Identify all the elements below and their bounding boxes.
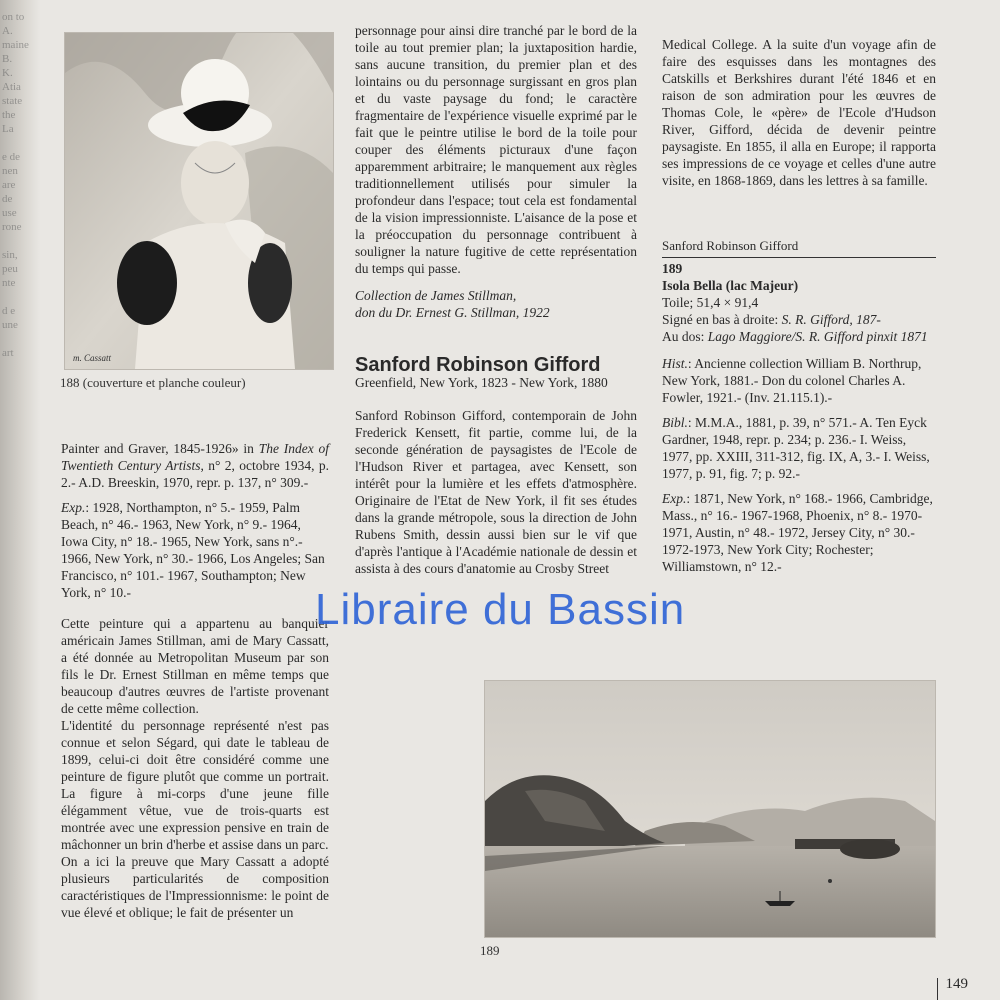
column-1 bbox=[61, 440, 329, 929]
artwork-title: Isola Bella (lac Majeur) bbox=[662, 278, 799, 293]
artwork-verso: Au dos: Lago Maggiore/S. R. Gifford pinxit 1871 bbox=[662, 329, 928, 344]
painting-signature: m. Cassatt bbox=[73, 353, 112, 363]
figure-188-painting bbox=[64, 32, 334, 370]
figure-189-caption: 189 bbox=[480, 943, 500, 958]
figure-189-painting bbox=[484, 680, 936, 938]
column-3 bbox=[662, 36, 936, 583]
page-number: 149 bbox=[945, 976, 968, 992]
collection-credit: Collection de James Stillman, don du Dr. Ernest G. Stillman, 1922 bbox=[355, 288, 550, 320]
exhibitions-189: Exp.: 1871, New York, n° 168.- 1966, Cambridge, Mass., n° 16.- 1967-1968, Phoenix, n° 8.- 1970-1971, Austin, n° 48.- 1972, Jersey City, n° 30.- 1972-1973, New York City; Rochester; Williamstown, n° 12.- bbox=[662, 491, 933, 574]
artist-dates: Greenfield, New York, 1823 - New York, 1880 bbox=[355, 375, 608, 390]
paragraph: Cette peinture qui a appartenu au banquier américain James Stillman, ami de Mary Cassatt, a été donnée au Metropolitan Museum par son fils le Dr. Ernest Stillman en même temps que beaucoup d'autres œuvres de l'artiste provenant de cette même collection. bbox=[61, 616, 329, 716]
artist-heading: Sanford Robinson Gifford bbox=[355, 354, 601, 376]
paragraph: L'identité du personnage représenté n'est pas connue et selon Ségard, qui date le tableau de 1899, celui-ci doit être considéré comme une peinture de figure plutôt que comme un portrait. La figure à mi-corps d'une jeune fille élégamment vêtue, vue de trois-quarts est montrée avec une expression pensive en train de mâchonner un brin d'herbe et assise dans un parc. bbox=[61, 718, 329, 852]
bibliography-continuation: Painter and Graver, 1845-1926» in The Index of Twentieth Century Artists, n° 2, octobre 1934, p. 2.- A.D. Breeskin, 1970, repr. p. 137, n° 309.- bbox=[61, 441, 329, 490]
gutter-bleed-text: on to A. maine B. K. Atia state the La e de nen are de use rone sin, peu nte d e une art bbox=[2, 11, 29, 359]
artist-biography: Sanford Robinson Gifford, contemporain de John Frederick Kensett, fit partie, comme lui, de la seconde génération de paysagistes de l'Ecole de l'Hudson River et partagea, avec Kensett, son intérêt pour la lumière et les effets d'atmosphère. Originaire de l'Etat de New York, il fit ses études dans la grande métropole, sous la direction de John Rubens Smith, dessin aussi bien sur le vif que d'après l'antique à l'Académie nationale de dessin et assista à des cours d'anatomie au Crosby Street bbox=[355, 408, 637, 576]
entry-divider bbox=[662, 257, 936, 258]
biography-continuation: Medical College. A la suite d'un voyage afin de faire des esquisses dans les montagnes des Catskills et Berkshires durant l'été 1846 et en raison de son admiration pour les œuvres de Thomas Cole, le «père» de l'Ecole d'Hudson River, Gifford, décida de devenir peintre paysagiste. En 1855, il alla en Europe; il rapporta ses impressions de ce voyage et celles d'une autre visite, en 1868-1869, dans les lettres à sa famille. bbox=[662, 37, 936, 188]
paragraph: personnage pour ainsi dire tranché par le bord de la toile au tout premier plan; la juxtaposition hardie, sans aucune transition, du premier plan et des lointains ou du personnage surgissant en gros plan et du vaste paysage du fond; le caractère fragmentaire de l'expérience visuelle exprimé par le fait que le peintre utilise le bord de la toile pour couper des éléments picturaux d'une façon apparemment arbitraire; le manquement aux règles traditionnellement utilisés pour simuler la profondeur dans l'espace; tout cela est fondamental de la vision impressionniste. L'aisance de la pose et la préoccupation du personnage contribuent à souligner la nature fugitive de cette représentation du temps qui passe. bbox=[355, 23, 637, 276]
bibliography-189: Bibl.: M.M.A., 1881, p. 39, n° 571.- A. Ten Eyck Gardner, 1948, repr. p. 234; p. 236.- I. Weiss, 1977, pp. XXIII, 311-312, fig. IX, A, 3.- I. Weiss, 1977, p. 91, fig. 7; p. 92.- bbox=[662, 415, 930, 481]
figure-188-caption: 188 (couverture et planche couleur) bbox=[60, 375, 246, 390]
entry-artist-label: Sanford Robinson Gifford bbox=[662, 238, 799, 253]
watermark-text: Libraire du Bassin bbox=[315, 585, 686, 634]
artwork-medium: Toile; 51,4 × 91,4 bbox=[662, 295, 759, 310]
book-gutter bbox=[0, 0, 40, 1000]
catalogue-number: 189 bbox=[662, 261, 683, 276]
column-2 bbox=[355, 22, 637, 585]
page-number-rule bbox=[937, 978, 938, 1000]
artwork-signature: Signé en bas à droite: S. R. Gifford, 187- bbox=[662, 312, 881, 327]
provenance: Hist.: Ancienne collection William B. Northrup, New York, 1881.- Don du colonel Charles A. Fowler, 1921.- (Inv. 21.115.1).- bbox=[662, 356, 922, 405]
portrait-illustration bbox=[65, 33, 333, 369]
landscape-illustration bbox=[485, 681, 935, 937]
book-page bbox=[40, 0, 1000, 1000]
exhibitions-188: Exp.: 1928, Northampton, n° 5.- 1959, Palm Beach, n° 46.- 1963, New York, n° 9.- 1964, Iowa City, n° 18.- 1965, New York, sans n°.- 1966, New York, n° 30.- 1966, Los Angeles; San Francisco, n° 101.- 1967, Southampton; New York, n° 10.- bbox=[61, 500, 325, 600]
paragraph: On a ici la preuve que Mary Cassatt a adopté plusieurs particularités de composition caractéristiques de l'Impressionnisme: le point de vue élevé et oblique; le fait de présenter un bbox=[61, 854, 329, 920]
